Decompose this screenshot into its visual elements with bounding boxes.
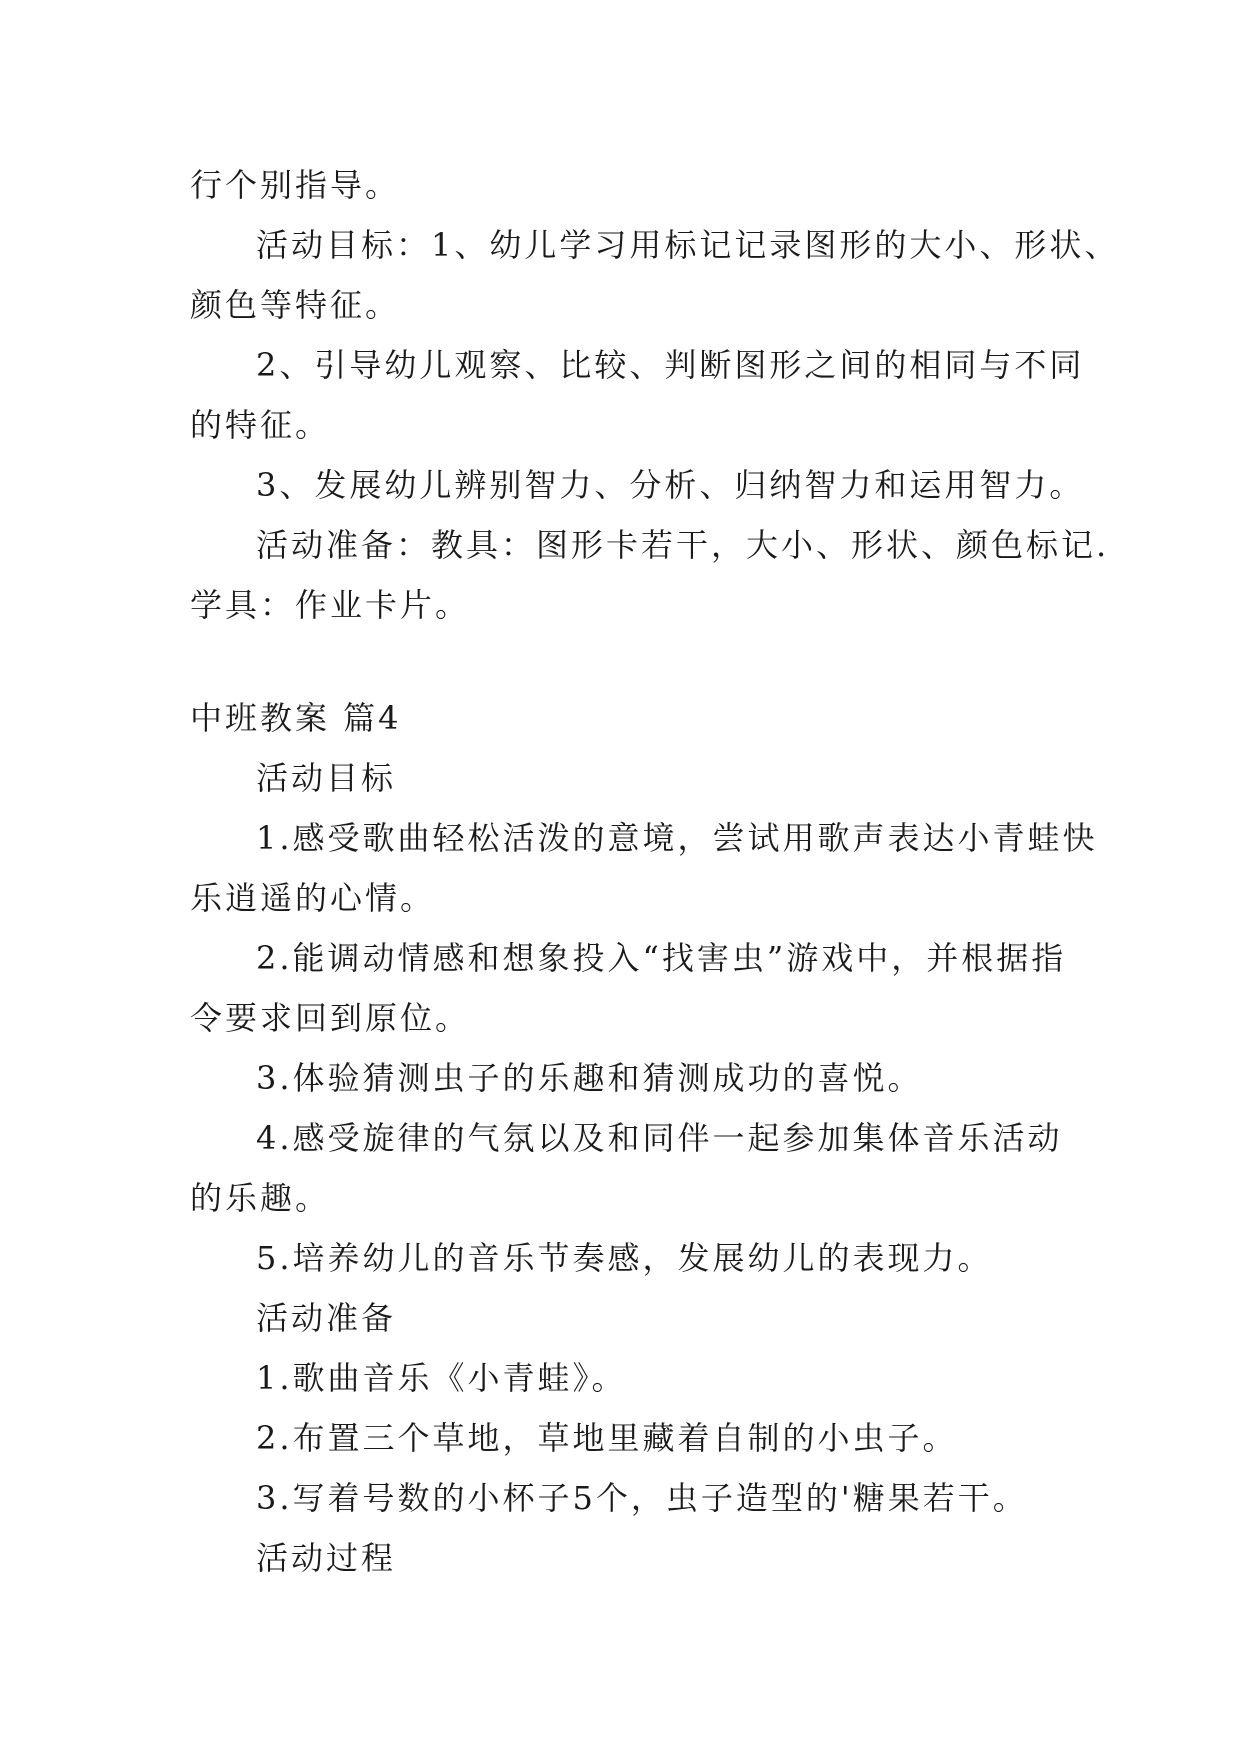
- text-line: 活动准备：教具：图形卡若干，大小、形状、颜色标记.: [256, 526, 1110, 564]
- text-line: 4.感受旋律的气氛以及和同伴一起参加集体音乐活动: [256, 1119, 1063, 1157]
- section-heading: 中班教案 篇4: [190, 699, 402, 737]
- subheading: 活动准备: [256, 1299, 397, 1337]
- text-line: 行个别指导。: [190, 166, 401, 204]
- text-line: 3.体验猜测虫子的乐趣和猜测成功的喜悦。: [256, 1059, 923, 1097]
- text-line: 1.感受歌曲轻松活泼的意境，尝试用歌声表达小青蛙快: [256, 819, 1098, 857]
- subheading: 活动过程: [256, 1539, 397, 1577]
- text-line: 2.布置三个草地，草地里藏着自制的小虫子。: [256, 1419, 958, 1457]
- text-line: 学具：作业卡片。: [190, 586, 471, 624]
- text-line: 的乐趣。: [190, 1179, 331, 1217]
- text-line: 乐逍遥的心情。: [190, 879, 436, 917]
- text-line: 颜色等特征。: [190, 286, 401, 324]
- text-line: 3、发展幼儿辨别智力、分析、归纳智力和运用智力。: [256, 466, 1085, 504]
- text-line: 令要求回到原位。: [190, 999, 471, 1037]
- text-line: 2、引导幼儿观察、比较、判断图形之间的相同与不同: [256, 346, 1085, 384]
- text-line: 的特征。: [190, 406, 331, 444]
- text-line: 1.歌曲音乐《小青蛙》。: [256, 1359, 627, 1397]
- text-line: 2.能调动情感和想象投入“找害虫”游戏中，并根据指: [256, 939, 1067, 977]
- subheading: 活动目标: [256, 759, 397, 797]
- text-line: 活动目标：1、幼儿学习用标记记录图形的大小、形状、: [256, 226, 1120, 264]
- text-line: 3.写着号数的小杯子5个，虫子造型的'糖果若干。: [256, 1479, 1028, 1517]
- text-line: 5.培养幼儿的音乐节奏感，发展幼儿的表现力。: [256, 1239, 993, 1277]
